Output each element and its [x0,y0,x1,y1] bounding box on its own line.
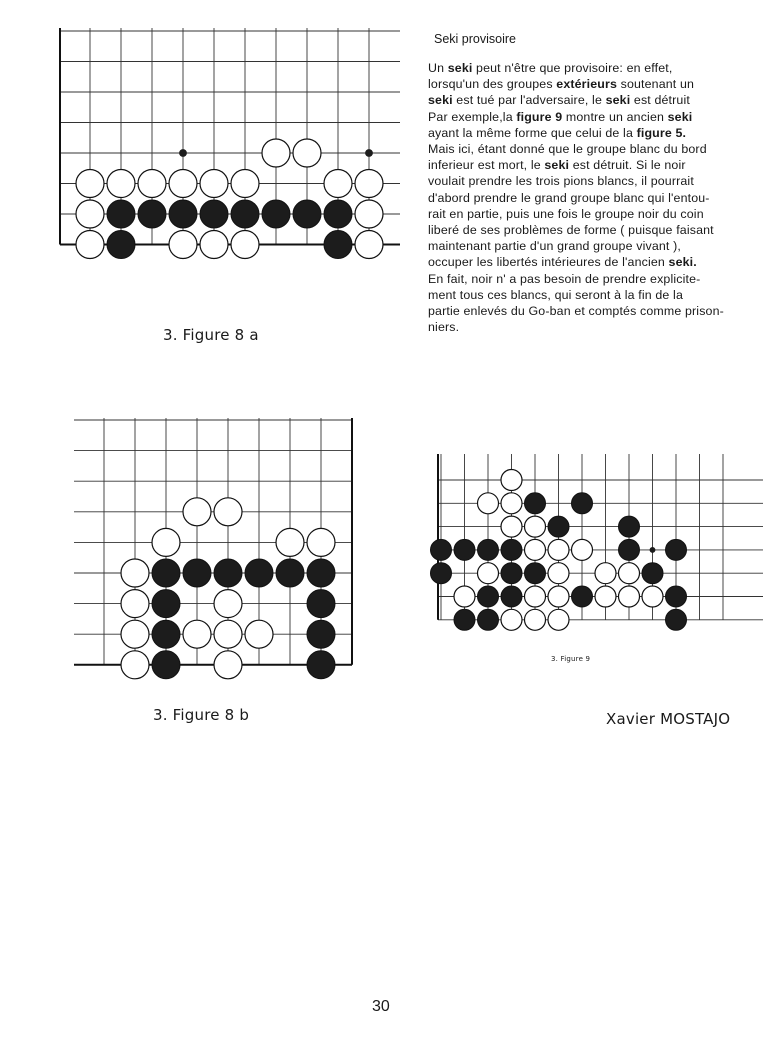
article-line [428,141,766,157]
article-bold-term: seki. [668,255,697,270]
article-text-segment: liberé de ses problèmes de forme ( puisque faisant [428,223,714,238]
white-stone [169,231,197,259]
black-stone [324,200,352,228]
article-bold-term: figure 5. [636,125,687,140]
article-bold-term: seki [447,61,473,75]
article-text-segment: occuper les libertés intérieures de l'ancien [428,255,669,270]
black-stone [138,200,166,228]
black-stone [307,559,335,587]
white-stone [262,139,290,167]
article-text-segment: voulait prendre les trois pions blancs, il pourrait [428,174,694,189]
white-stone [595,563,616,584]
article-bold-term: seki [667,109,693,124]
black-stone [548,516,569,537]
article-body [428,60,766,335]
white-stone [572,539,593,560]
black-stone [572,586,593,607]
black-stone [666,539,687,560]
article-text-segment: est détruit. Si le noir [569,158,686,173]
black-stone [152,620,180,648]
black-stone [152,590,180,618]
article-line [428,173,766,189]
figure-9-diagram [436,452,736,642]
article-bold-term: extérieurs [556,77,618,92]
article-text-segment: peut n'être que provisoire: en effet, [472,61,673,75]
white-stone [214,620,242,648]
article-text-segment: lorsqu'un des groupes [428,77,557,92]
article-text-segment: inferieur est mort, le [428,158,545,173]
black-stone [478,586,499,607]
black-stone [478,609,499,630]
figure-8b-svg [72,418,332,678]
article-text-segment: En fait, noir n' a pas besoin de prendre explicite- [428,271,701,286]
white-stone [276,528,304,556]
white-stone [595,586,616,607]
black-stone [525,563,546,584]
white-stone [76,170,104,198]
black-stone [293,200,321,228]
white-stone [548,539,569,560]
article-line [428,125,766,141]
article-text-segment: Un [428,61,448,75]
black-stone [501,586,522,607]
white-stone [121,590,149,618]
black-stone [307,590,335,618]
white-stone [152,528,180,556]
white-stone [214,651,242,679]
white-stone [214,498,242,526]
article-line [428,76,766,92]
white-stone [525,539,546,560]
white-stone [642,586,663,607]
figure-8b-caption: 3. Figure 8 b [153,706,250,724]
figure-8a-diagram [60,28,380,298]
white-stone [454,586,475,607]
black-stone [431,563,452,584]
article-bold-term: seki [544,158,570,173]
black-stone [169,200,197,228]
white-stone [307,528,335,556]
article-text-segment: soutenant un [617,77,695,92]
black-stone [478,539,499,560]
article [428,32,766,335]
article-text-segment: est tué par l'adversaire, le [452,93,606,108]
black-stone [276,559,304,587]
article-line [428,222,766,238]
black-stone [307,651,335,679]
white-stone [548,586,569,607]
white-stone [138,170,166,198]
article-text-segment: niers. [428,320,460,335]
article-line [428,60,766,76]
article-line [428,319,766,335]
white-stone [525,586,546,607]
article-text-segment: maintenant partie d'un grand groupe vivant ), [428,239,681,254]
article-line [428,206,766,222]
black-stone [431,539,452,560]
marked-point [179,149,187,157]
article-text-segment: montre un ancien [562,109,668,124]
article-text-segment: d'abord prendre le grand groupe blanc qui l'entou- [428,190,710,205]
article-line [428,92,766,108]
black-stone [642,563,663,584]
white-stone [183,498,211,526]
marked-point [365,149,373,157]
article-line [428,271,766,287]
black-stone [666,586,687,607]
black-stone [214,559,242,587]
white-stone [324,170,352,198]
figure-8b-diagram [72,418,332,678]
black-stone [107,200,135,228]
article-text-segment: ayant la même forme que celui de la [428,125,637,140]
black-stone [200,200,228,228]
article-text-segment: rait en partie, puis une fois le groupe noir du coin [428,206,704,221]
white-stone [121,559,149,587]
author-name: Xavier MOSTAJO [606,710,731,728]
black-stone [619,516,640,537]
article-line [428,109,766,125]
black-stone [262,200,290,228]
white-stone [76,200,104,228]
black-stone [666,609,687,630]
white-stone [231,231,259,259]
article-bold-term: figure 9 [516,109,563,124]
figure-8a-caption: 3. Figure 8 a [163,326,259,344]
article-text-segment: partie enlevés du Go-ban et comptés comme prison- [428,304,724,319]
black-stone [572,493,593,514]
white-stone [169,170,197,198]
article-text-segment: Mais ici, étant donné que le groupe blanc du bord [428,142,707,157]
page-number: 30 [372,998,390,1015]
white-stone [548,609,569,630]
white-stone [501,493,522,514]
black-stone [245,559,273,587]
white-stone [355,170,383,198]
black-stone [183,559,211,587]
white-stone [214,590,242,618]
black-stone [152,559,180,587]
article-bold-term: seki [428,93,453,108]
black-stone [107,231,135,259]
white-stone [478,493,499,514]
white-stone [200,170,228,198]
marked-point [650,547,656,553]
white-stone [245,620,273,648]
white-stone [183,620,211,648]
black-stone [501,563,522,584]
white-stone [501,609,522,630]
figure-8a-svg [60,28,380,298]
white-stone [355,200,383,228]
article-text-segment: est détruit [630,93,690,108]
white-stone [525,516,546,537]
article-bold-term: seki [605,93,631,108]
black-stone [152,651,180,679]
white-stone [121,651,149,679]
white-stone [501,470,522,491]
black-stone [454,539,475,560]
figure-9-svg [436,452,736,642]
black-stone [231,200,259,228]
article-line [428,303,766,319]
black-stone [525,493,546,514]
black-stone [307,620,335,648]
white-stone [525,609,546,630]
black-stone [501,539,522,560]
white-stone [121,620,149,648]
article-text-segment: Par exemple,la [428,109,517,124]
white-stone [76,231,104,259]
article-line [428,157,766,173]
black-stone [324,231,352,259]
article-line [428,238,766,254]
black-stone [454,609,475,630]
white-stone [107,170,135,198]
white-stone [293,139,321,167]
white-stone [355,231,383,259]
white-stone [548,563,569,584]
white-stone [619,586,640,607]
article-text-segment: ment tous ces blancs, qui seront à la fin de la [428,287,684,302]
black-stone [619,539,640,560]
white-stone [200,231,228,259]
white-stone [478,563,499,584]
figure-9-caption: 3. Figure 9 [551,655,591,663]
article-title: Seki provisoire [434,32,516,46]
article-line [428,190,766,206]
white-stone [619,563,640,584]
article-line [428,254,766,270]
white-stone [501,516,522,537]
article-line [428,287,766,303]
white-stone [231,170,259,198]
